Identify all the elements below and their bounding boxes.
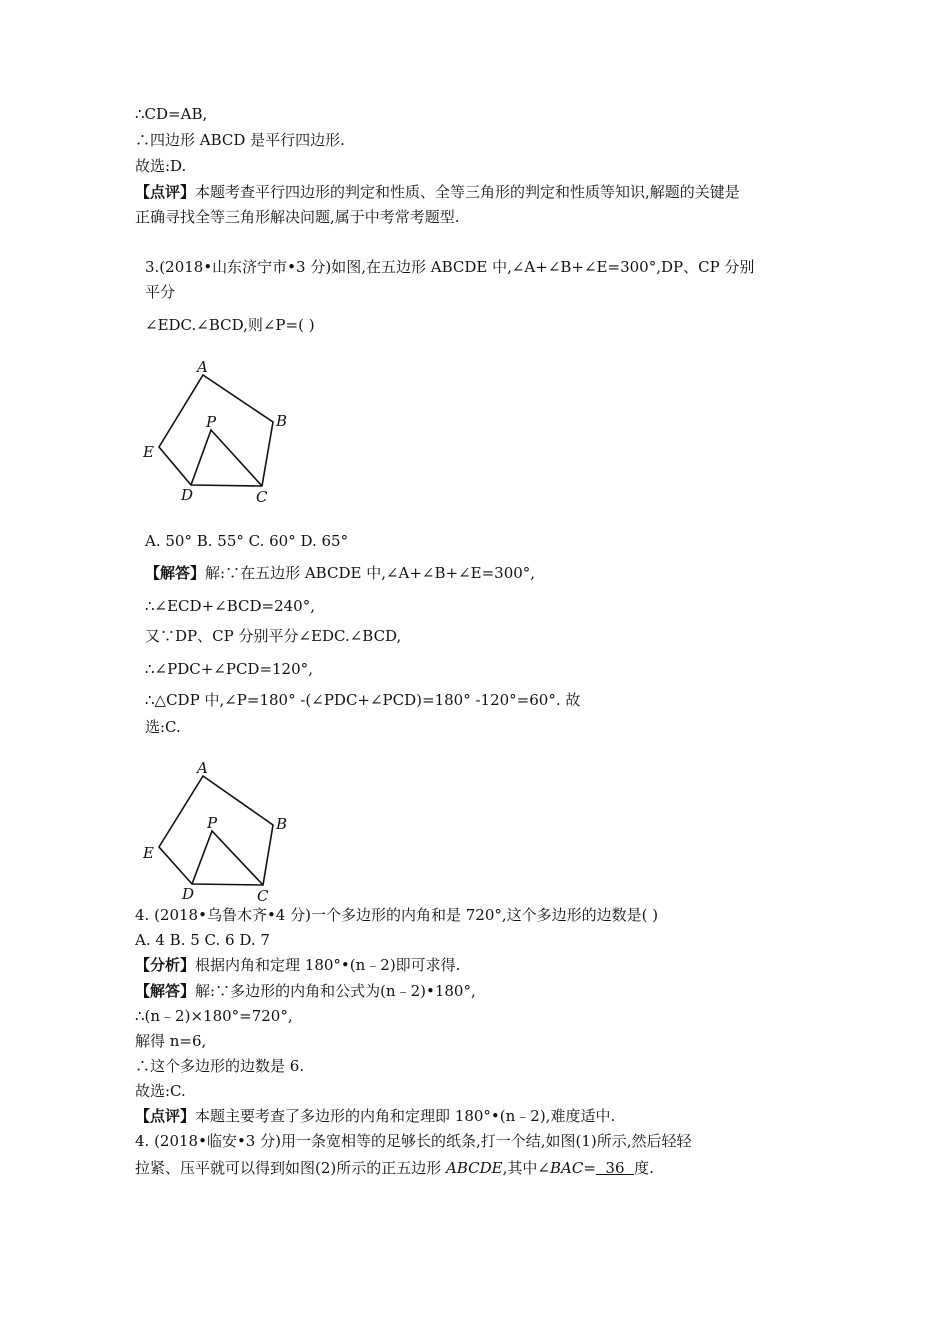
label-b: B [276,412,288,430]
pentagon-figure-1 [135,355,305,505]
q3-line-3: ∠EDC.∠BCD,则∠P=( ) [145,316,315,334]
q3-sol-3: 又∵DP、CP 分别平分∠EDC.∠BCD, [145,627,402,645]
q4b-line-1: 4. (2018•临安•3 分)用一条宽相等的足够长的纸条,打一个结,如图(1)所示,然后轻轻 [135,1132,692,1150]
q4b-text-f: 度. [634,1159,654,1177]
q4a-sol-5: 故选:C. [135,1082,186,1100]
analysis-tag: 【分析】 [135,956,196,974]
review-text: 本题主要考查了多边形的内角和定理即 180°•(n﹣2),难度适中. [195,1107,616,1125]
line-choice-d: 故选:D. [135,157,187,175]
q3-sol-4: ∴∠PDC+∠PCD=120°, [145,660,313,678]
label-p: P [206,413,217,431]
label-c: C [256,488,268,505]
q4a-options: A. 4 B. 5 C. 6 D. 7 [135,931,270,949]
review-tag: 【点评】 [135,183,196,201]
angle-name: BAC [549,1159,584,1177]
review-text: 本题考查平行四边形的判定和性质、全等三角形的判定和性质等知识,解题的关键是 [195,183,740,201]
q4b-text-a: 拉紧、压平就可以得到如图(2)所示的正五边形 [135,1159,447,1177]
solution-tag: 【解答】 [145,564,206,582]
label-d: D [181,486,194,504]
triangle-pdc [191,430,262,486]
label-e: E [143,844,154,862]
q4b-line-2 [135,1158,654,1178]
q3-line-2: 平分 [145,283,176,301]
label-e: E [143,443,154,461]
line-cd-ab: ∴CD=AB, [135,105,208,123]
label-p: P [207,814,218,832]
q3-sol-6: 选:C. [145,718,181,736]
q3-sol-2: ∴∠ECD+∠BCD=240°, [145,597,315,615]
q3-sol-1 [145,563,535,583]
line-review-1 [135,182,740,202]
label-a: A [197,358,208,376]
solution-tag: 【解答】 [135,982,196,1000]
analysis-text: 根据内角和定理 180°•(n﹣2)即可求得. [195,956,461,974]
q4a-review [135,1106,615,1126]
pentagon-figure-2 [135,755,305,905]
line-parallelogram: ∴四边形 ABCD 是平行四边形. [135,131,345,149]
pentagon-name: ABCDE [446,1159,503,1177]
label-d: D [182,885,195,903]
q3-sol-5: ∴△CDP 中,∠P=180° -(∠PDC+∠PCD)=180° -120°=60°. 故 [145,691,581,709]
q4a-analysis [135,955,460,975]
answer-blank: 36 [595,1159,635,1177]
q4a-line-1: 4. (2018•乌鲁木齐•4 分)一个多边形的内角和是 720°,这个多边形的边数是( ) [135,906,659,924]
q4a-sol-4: ∴这个多边形的边数是 6. [135,1057,305,1075]
line-review-2: 正确寻找全等三角形解决问题,属于中考常考题型. [135,208,460,226]
q3-line-1: 3.(2018•山东济宁市•3 分)如图,在五边形 ABCDE 中,∠A+∠B+∠E=300°,DP、CP 分别 [145,258,755,276]
triangle-pdc [192,831,263,885]
q4b-text-c: ,其中∠ [502,1159,550,1177]
solution-text: 解:∵多边形的内角和公式为(n﹣2)•180°, [195,982,476,1000]
review-tag: 【点评】 [135,1107,196,1125]
q4a-sol-2: ∴(n﹣2)×180°=720°, [135,1007,293,1025]
label-a: A [197,759,208,777]
q4a-sol-1 [135,981,476,1001]
label-b: B [276,815,288,833]
solution-text: 解:∵在五边形 ABCDE 中,∠A+∠B+∠E=300°, [205,564,536,582]
q3-options: A. 50° B. 55° C. 60° D. 65° [145,532,349,550]
q4b-text-e: = [583,1159,596,1177]
label-c: C [257,887,269,905]
q4a-sol-3: 解得 n=6, [135,1032,207,1050]
